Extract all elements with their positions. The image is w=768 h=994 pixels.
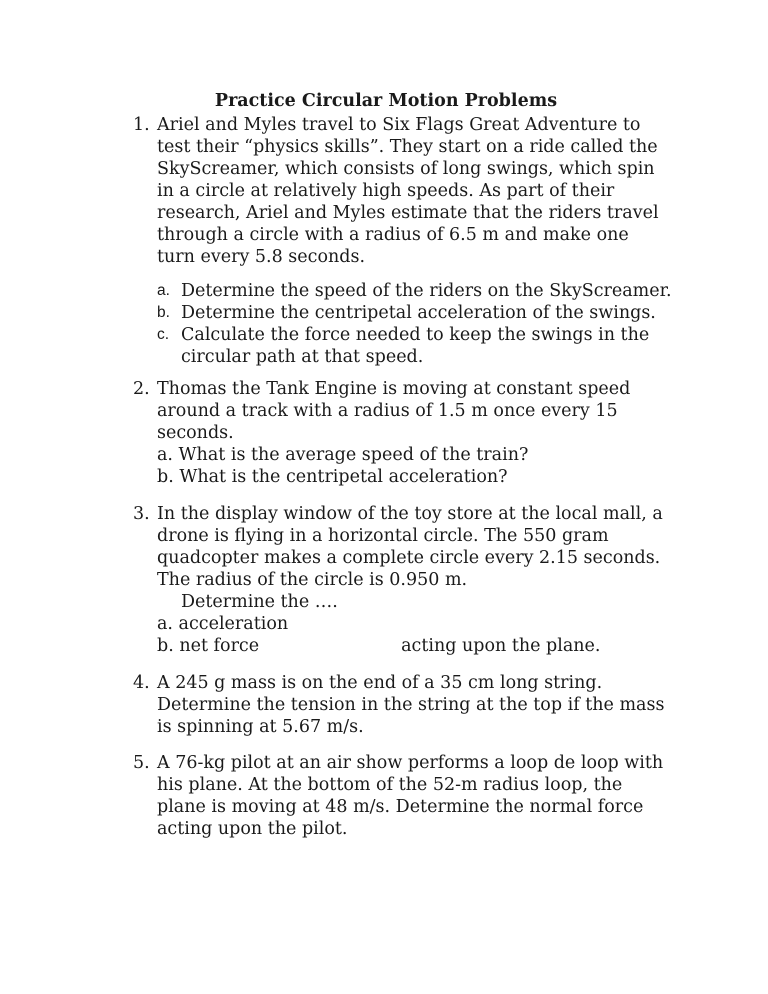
problem-line: acting upon the pilot.: [157, 819, 348, 839]
problem-line: drone is flying in a horizontal circle. The 550 gram: [157, 526, 609, 546]
problem-4: [133, 672, 673, 738]
problem-text: [157, 672, 673, 738]
problem-line: through a circle with a radius of 6.5 m and make one: [157, 225, 629, 245]
problem-line: acting upon the plane.: [401, 636, 601, 656]
problem-text: [157, 503, 673, 657]
problem-line: research, Ariel and Myles estimate that the riders travel: [157, 203, 659, 223]
problem-line: SkyScreamer, which consists of long swings, which spin: [157, 159, 655, 179]
page-title: Practice Circular Motion Problems: [214, 91, 558, 111]
problem-line: A 76-kg pilot at an air show performs a loop de loop with: [157, 753, 664, 773]
problem-line: test their “physics skills”. They start on a ride called the: [157, 137, 658, 157]
problem-line: b. net force: [157, 636, 260, 656]
problem-line-net-force: [157, 635, 673, 657]
subpart-label: a.: [157, 282, 170, 299]
problem-line: quadcopter makes a complete circle every 2.15 seconds.: [157, 548, 661, 568]
subpart-label: b.: [157, 304, 170, 321]
problem-1: [133, 114, 673, 268]
problem-line: is spinning at 5.67 m/s.: [157, 717, 364, 737]
subpart-line: Determine the centripetal acceleration of the swings.: [181, 303, 656, 323]
problem-line: turn every 5.8 seconds.: [157, 247, 366, 267]
problem-line: The radius of the circle is 0.950 m.: [157, 570, 468, 590]
problem-5: [133, 752, 673, 840]
problem-line: Ariel and Myles travel to Six Flags Great Adventure to: [157, 115, 641, 135]
problem-3: [133, 503, 673, 657]
problem-line: In the display window of the toy store at the local mall, a: [157, 504, 663, 524]
problem-line: in a circle at relatively high speeds. As part of their: [157, 181, 615, 201]
problem-number: 1.: [133, 115, 150, 135]
problem-line: his plane. At the bottom of the 52-m radius loop, the: [157, 775, 623, 795]
problem-text: [157, 114, 673, 268]
problem-line: Determine the tension in the string at the top if the mass: [157, 695, 665, 715]
subpart-a: [145, 280, 675, 302]
subpart-line: circular path at that speed.: [181, 347, 424, 367]
problem-2: [133, 378, 673, 488]
problem-1-subparts: [145, 280, 675, 368]
problem-number: 4.: [133, 673, 150, 693]
problem-line: around a track with a radius of 1.5 m once every 15: [157, 401, 618, 421]
subpart-line: Determine the speed of the riders on the SkyScreamer.: [181, 281, 672, 301]
subpart-label: c.: [157, 326, 170, 343]
problem-line: plane is moving at 48 m/s. Determine the normal force: [157, 797, 644, 817]
problem-number: 3.: [133, 504, 150, 524]
problem-line: a. acceleration: [157, 614, 289, 634]
problem-line: a. What is the average speed of the train?: [157, 445, 529, 465]
problem-number: 5.: [133, 753, 150, 773]
problem-line: Determine the ….: [181, 592, 338, 612]
problem-number: 2.: [133, 379, 150, 399]
problem-text: [157, 752, 673, 840]
problem-text: [157, 378, 673, 488]
subpart-line: Calculate the force needed to keep the swings in the: [181, 325, 650, 345]
subpart-c: [145, 324, 675, 368]
problem-line: Thomas the Tank Engine is moving at constant speed: [157, 379, 631, 399]
problem-line: b. What is the centripetal acceleration?: [157, 467, 508, 487]
problem-line: A 245 g mass is on the end of a 35 cm long string.: [157, 673, 603, 693]
problem-line: seconds.: [157, 423, 234, 443]
subpart-b: [145, 302, 675, 324]
